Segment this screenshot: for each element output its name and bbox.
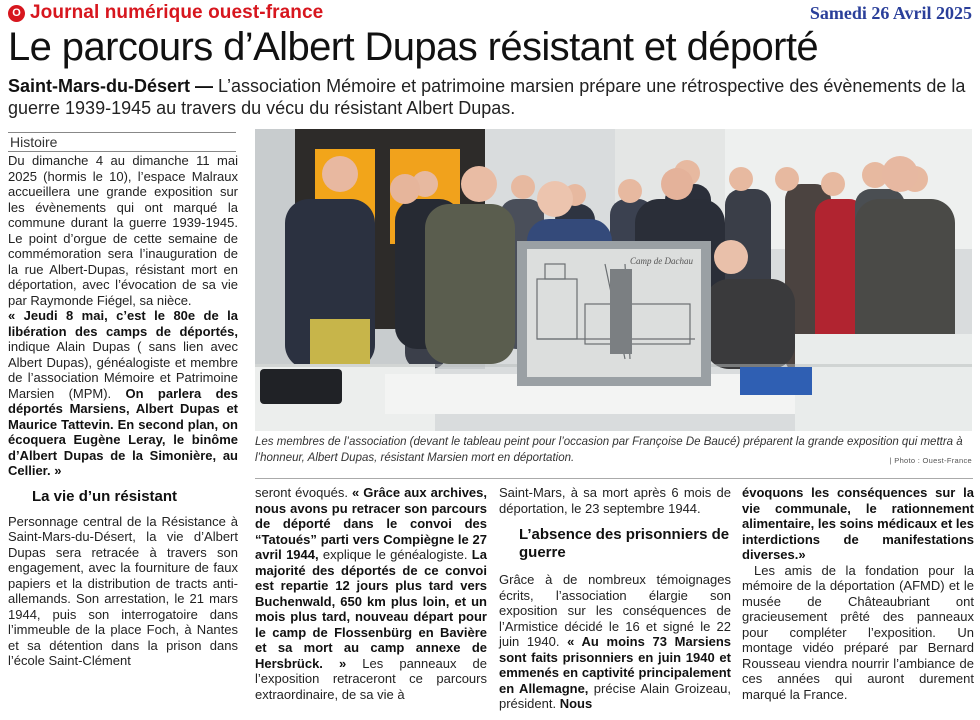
group-photo-illustration (255, 129, 972, 431)
logo-letter: O (12, 7, 21, 19)
photo-caption: Les membres de l’association (devant le tableau peint pour l’occasion par Françoise De Baucé) préparent la grande exposition qui mettra à l’honneur, Albert Dupas, résistant Marsien mort en déportation. (255, 436, 963, 464)
body-text: précise Alain Groizeau, président. (499, 680, 732, 711)
body-text: seront évoqués. (255, 485, 348, 500)
divider (255, 478, 973, 479)
quote-bold: Nous (556, 696, 593, 711)
body-paragraph: Du dimanche 4 au dimanche 11 mai 2025 (hormis le 10), l’espace Malraux accueillera une grande exposition sur les évènements qui ont marqué la commune durant la guerre 1939-1945. Le point d’orgue de cette semaine de commémoration sera l’inauguration de la rue Albert-Dupas, résistant mort en déportation, avec l’évocation de sa vie par Raymonde Fiégel, sa nièce. (8, 153, 238, 308)
article-headline: Le parcours d’Albert Dupas résistant et déporté (8, 25, 819, 69)
body-paragraph (742, 485, 974, 563)
article-lede (8, 75, 973, 119)
body-paragraph: Les amis de la fondation pour la mémoire de la déportation (AFMD) et le musée de Châteaubriant ont gracieusement prêté des panneaux pour compléter l’exposition. Un montage vidéo préparé par Bernard Rousseau viendra nourrir l’ambiance de ces années qui auront durement marqué la France. (742, 562, 974, 702)
publication-name: Journal numérique ouest-france (30, 2, 324, 23)
body-paragraph: Saint-Mars, à sa mort après 6 mois de déportation, le 23 septembre 1944. (499, 485, 731, 516)
body-paragraph (8, 308, 238, 479)
article-column-2 (255, 485, 487, 702)
lede-text: L’association Mémoire et patrimoine marsien prépare une rétrospective des évènements de la guerre 1939-1945 au travers du vécu du résistant Albert Dupas. (8, 76, 966, 118)
body-text: Les panneaux de l’exposition retraceront ce parcours extraordinaire, de sa vie à (255, 655, 487, 702)
article-photo (255, 129, 972, 431)
body-text: Grâce à de nombreux témoignages écrits, l’association élargie son exposition sur les conséquences de l’Armistice décidé le 16 et signé le 22 juin 1940. (499, 572, 731, 649)
article-column-4 (742, 485, 974, 702)
quote-bold: évoquons les conséquences sur la vie communale, le rationnement alimentaire, les soins médicaux et les interdictions de manifestations diverses.» (742, 485, 974, 562)
body-text: indique Alain Dupas ( sans lien avec Albert Dupas), généalogiste et membre de l’association Mémoire et Patrimoine Marsien (MPM). (8, 339, 238, 401)
quote-bold: « Grâce aux archives, nous avons pu retracer son parcours de déporté dans le convoi des “Tatoués” parti vers Compiègne le 27 avril 1944, (255, 485, 488, 562)
lede-place: Saint-Mars-du-Désert — (8, 76, 214, 96)
article-column-1 (8, 153, 238, 669)
publication-date: Samedi 26 Avril 2025 (809, 3, 972, 23)
masthead (8, 2, 323, 24)
quote-bold: « Au moins 73 Marsiens sont faits prisonniers en juin 1940 et emmenés en captivité principalement en Allemagne, (499, 634, 731, 696)
photo-credit: | Photo : Ouest-France (889, 456, 972, 465)
subheading: La vie d’un résistant (32, 487, 178, 505)
article-column-3 (499, 485, 731, 712)
body-paragraph: Personnage central de la Résistance à Saint-Mars-du-Désert, la vie d’Albert Dupas sera retracée à travers son engagement, avec la fourniture de faux papiers et la distribution de tracts anti-allemands. Son arrestation, le 21 mars 1944, puis son interrogatoire dans l’immeuble de la place Foch, à Nantes et sa détention dans la prison dans l’école Saint-Clément (8, 513, 238, 668)
quote-bold: La majorité des déportés de ce convoi est repartie 12 jours plus tard vers Buchenwald, 650 km plus loin, et un mois plus tard, nouveau départ pour le camp de Flossenbürg en Bavière et sa mort au camp annexe de Hersbrück. » (255, 547, 487, 671)
subheading: L’absence des prisonniers de guerre (519, 526, 730, 561)
body-text: explique le généalogiste. (318, 547, 468, 562)
body-paragraph (255, 485, 487, 702)
painting-title: Camp de Dachau (630, 256, 693, 266)
section-rubric: Histoire (8, 132, 236, 152)
body-paragraph (499, 572, 731, 712)
ouest-france-logo-icon (8, 5, 25, 22)
quote-bold: On parlera des déportés Marsiens, Albert Dupas et Maurice Tattevin. En second plan, on écoquera Eugène Leray, le binôme d’Albert Dupas de la Simonière, au Cellier. » (8, 385, 238, 478)
quote-bold: « Jeudi 8 mai, c’est le 80e de la libération des camps de déportés, (8, 308, 238, 339)
